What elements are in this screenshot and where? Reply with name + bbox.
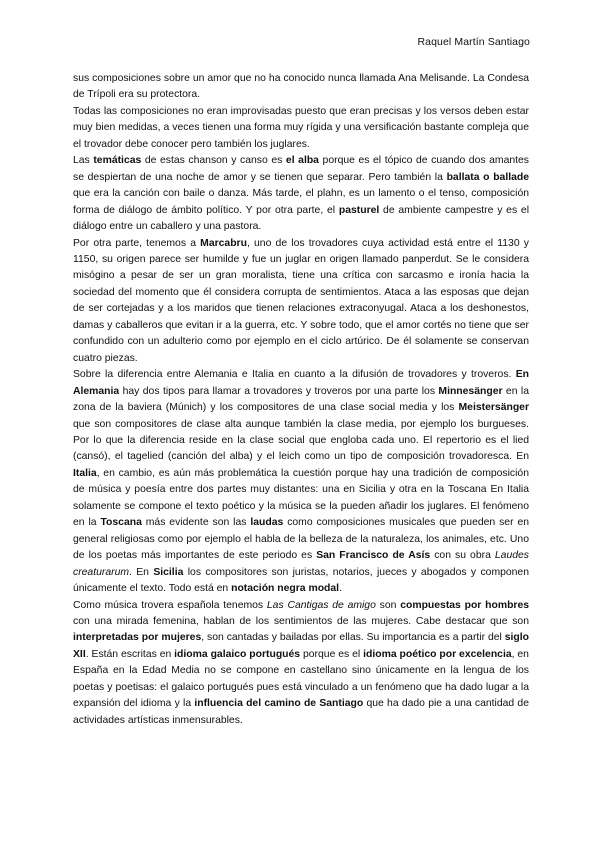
bold-text: idioma galaico portugués <box>174 648 301 660</box>
text-run: Por otra parte, tenemos a <box>73 237 201 249</box>
italic-text: Las Cantigas de amigo <box>266 599 376 611</box>
bold-text: notación negra modal <box>231 583 340 595</box>
paragraph <box>73 153 529 235</box>
bold-text: interpretadas por mujeres <box>73 632 202 644</box>
text-run: , en España en la Edad Media no se compone en castellano sino únicamente en la lengua de los poetas y poetisas: el galaico portugués pues está vinculado a un fenómeno que ha dado lugar a la expansión del idioma y la <box>73 648 529 710</box>
text-run: , en cambio, es aún más problemática la cuestión porque hay una tradición de composición de música y poesía entre dos partes muy distantes: una en Sicilia y otra en la Toscana En Italia solamente se compone el texto poético y la música se la pueden añadir los juglares. El fenómeno en la <box>73 467 529 529</box>
text-run: que ha dado pie a una cantidad de actividades artísticas inmensurables. <box>73 698 529 726</box>
paragraph <box>73 236 529 368</box>
bold-text: ballata o ballade <box>446 171 529 183</box>
text-run: . <box>339 583 342 595</box>
text-run: con una mirada femenina, hablan de los sentimientos de las mujeres. Cabe destacar que son <box>73 615 529 627</box>
text-run: como composiciones musicales que pueden ser en general religiosas como por ejemplo el habla de la belleza de la naturaleza, los animales, etc. Uno de los poetas más importantes de este periodo es <box>73 517 529 562</box>
text-run: sus composiciones sobre un amor que no ha conocido nunca llamada Ana Melisande. La Condesa de Trípoli era su protectora. <box>73 73 529 101</box>
text-run: son <box>375 599 401 611</box>
text-run: hay dos tipos para llamar a trovadores y troveros por una parte los <box>119 385 439 397</box>
text-run: de estas chanson y canso es <box>141 155 286 167</box>
text-run: Como música trovera española tenemos <box>73 599 267 611</box>
paragraph <box>73 367 529 597</box>
paragraph <box>73 71 529 104</box>
text-run: . En <box>129 566 154 578</box>
bold-text: Sicilia <box>153 566 184 578</box>
document-body <box>73 71 529 729</box>
bold-text: Minnesänger <box>438 385 503 397</box>
text-run: , uno de los trovadores cuya actividad está entre el 1130 y 1150, su origen parece ser humilde y fue un juglar en origen llamado panperdut. Se le considera misógino a pesar de ser un gran moralista, tiene una crítica con sarcasmo e ironía hacia la sociedad del momento que él considera corrupta de sentimientos. Ataca a las esposas que dejan de ser cortejadas y a los maridos que tienen relaciones extraconyugal. Ataca a los deshonestos, damas y caballeros que evitan ir a la guerra, etc. Y sobre todo, que el amor cortés no tiene que ser confundido con un adulterio como por ejemplo en el ciclo artúrico. De él solamente se conservan cuatro piezas. <box>73 237 529 364</box>
text-run: que son compositores de clase alta aunque también la clase media, por ejemplo los burgueses. Por lo que la diferencia reside en la clase social que engloba cada uno. El repertorio es el lied (cansó), el tagelied (canción del alba) y el leich como un tipo de composición trovadoresca. En <box>73 418 529 463</box>
text-run: con su obra <box>430 550 495 562</box>
page-header-author: Raquel Martín Santiago <box>417 36 530 48</box>
text-run: porque es el tópico de cuando dos amantes se despiertan de una noche de amor y se tienen que separar. Pero también la <box>73 155 529 183</box>
bold-text: compuestas por hombres <box>400 599 530 611</box>
italic-text: Laudes creaturarum <box>73 550 529 578</box>
text-run: porque es el <box>300 648 364 660</box>
text-run: de ambiente campestre y es el diálogo entre un caballero y una pastora. <box>73 204 530 233</box>
bold-text: Marcabru <box>200 237 247 249</box>
bold-text: temáticas <box>93 155 142 167</box>
text-run: Todas las composiciones no eran improvisadas puesto que eran precisas y los versos deben estar muy bien medidas, a veces tienen una forma muy rígida y una versificación bastante compleja que el trovador debe conocer pero también los juglares. <box>73 105 529 150</box>
text-run: los compositores son juristas, notarios, jueces y abogados y componen únicamente el texto. Todo está en <box>73 566 529 595</box>
text-run: más evidente son las <box>141 517 251 529</box>
bold-text: siglo XII <box>73 632 529 660</box>
bold-text: laudas <box>250 517 284 529</box>
bold-text: Italia <box>73 467 97 479</box>
text-run: Las <box>73 155 94 167</box>
text-run: que era la canción con baile o danza. Más tarde, el plahn, es un lamento o el tenso, composición forma de diálogo de ámbito político. Y por otra parte, el <box>73 188 529 216</box>
bold-text: En Alemania <box>73 369 529 397</box>
bold-text: el alba <box>285 155 319 167</box>
bold-text: San Francisco de Asís <box>316 550 431 562</box>
text-run: en la zona de la baviera (Múnich) y los compositores de una clase social media y los <box>73 385 529 414</box>
text-run: , son cantadas y bailadas por ellas. Su importancia es a partir del <box>201 632 505 644</box>
bold-text: idioma poético por excelencia <box>363 648 512 660</box>
paragraph <box>73 104 529 153</box>
bold-text: Meistersänger <box>458 402 529 414</box>
bold-text: influencia del camino de Santiago <box>194 698 364 710</box>
paragraph <box>73 598 529 730</box>
bold-text: Toscana <box>100 517 142 529</box>
text-run: . Están escritas en <box>85 648 175 660</box>
text-run: Sobre la diferencia entre Alemania e Italia en cuanto a la difusión de trovadores y troveros. <box>73 369 516 381</box>
bold-text: pasturel <box>338 204 380 216</box>
